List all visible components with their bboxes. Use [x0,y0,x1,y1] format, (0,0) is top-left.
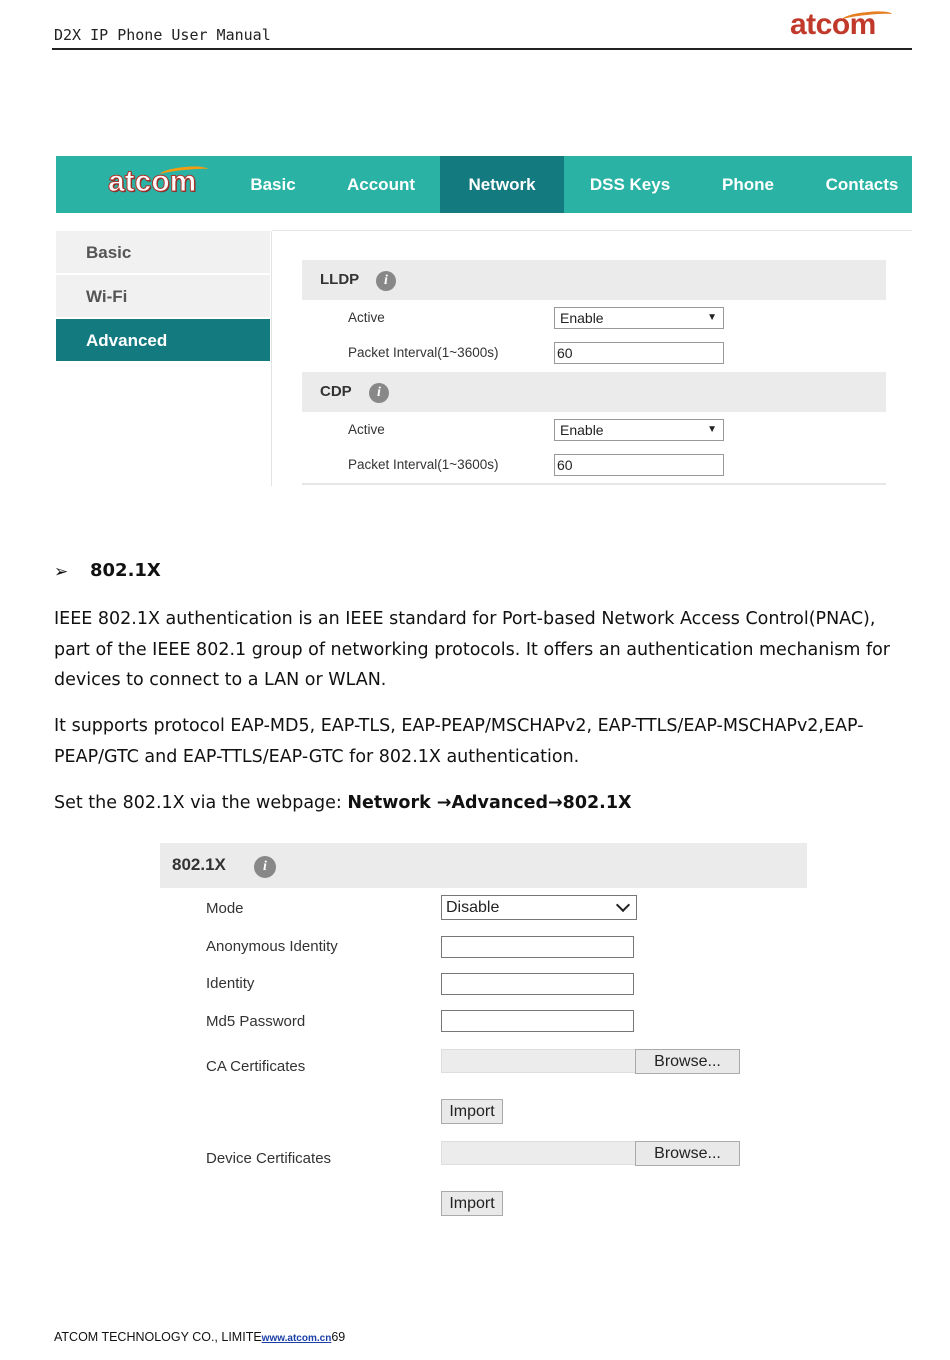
ca-certificates-label: CA Certificates [206,1058,306,1075]
dropdown-arrow-icon: ▼ [707,312,717,323]
cdp-title: CDP [320,383,352,400]
footer-company: ATCOM TECHNOLOGY CO., LIMITE [54,1330,262,1344]
lldp-interval-label: Packet Interval(1~3600s) [348,345,499,360]
ca-browse-button[interactable]: Browse... [635,1049,740,1074]
footer-link[interactable]: www.atcom.cn [261,1333,332,1344]
paragraph-intro: IEEE 802.1X authentication is an IEEE standard for Port-based Network Access Control(PNAC), part of the IEEE 802.1 group of networking protocols. It offers an authentication mechanism for devices to connect to a LAN or WLAN. [54,609,891,690]
tab-account[interactable]: Account [347,175,415,194]
anonymous-identity-input[interactable] [441,936,634,958]
page-number: 69 [331,1330,346,1344]
lldp-interval-input[interactable]: 60 [554,342,724,364]
lldp-active-label: Active [348,310,385,325]
top-nav [56,156,912,213]
page-footer [54,1330,345,1344]
mode-select[interactable] [441,895,637,920]
info-icon[interactable]: i [254,856,276,878]
lldp-active-select[interactable] [554,307,724,329]
tab-contacts[interactable]: Contacts [825,175,899,194]
tab-dss-keys[interactable]: DSS Keys [589,175,671,194]
sidebar-item-advanced[interactable]: Advanced [56,319,270,362]
nav-logo: atcom [108,165,197,198]
header-rule [52,48,912,50]
device-certificates-label: Device Certificates [206,1150,332,1167]
info-icon[interactable]: i [376,271,396,291]
atcom-logo: atcom [790,8,876,41]
navigation-prefix: Set the 802.1X via the webpage: [54,793,348,813]
paragraph-protocols: It supports protocol EAP-MD5, EAP-TLS, EAP-PEAP/MSCHAPv2, EAP-TTLS/EAP-MSCHAPv2,EAP-PEAP/GTC and EAP-TTLS/EAP-GTC for 802.1X authentication. [54,716,864,767]
manual-title: D2X IP Phone User Manual [54,26,271,44]
cdp-interval-label: Packet Interval(1~3600s) [348,457,499,472]
device-certificate-file-field[interactable] [441,1141,636,1165]
md5-password-label: Md5 Password [206,1013,306,1030]
section-heading: 802.1X [90,560,161,581]
chevron-down-icon [616,898,630,912]
sidebar-item-wifi[interactable]: Wi-Fi [56,275,270,318]
paragraph-navigation [54,788,914,819]
device-import-button[interactable]: Import [441,1191,503,1216]
ca-import-button[interactable]: Import [441,1099,503,1124]
content-bottom-divider [302,483,886,485]
mode-label: Mode [206,900,244,917]
dropdown-arrow-icon: ▼ [707,424,717,435]
anonymous-identity-label: Anonymous Identity [206,938,338,955]
lldp-active-value: Enable [560,310,604,326]
8021x-title: 802.1X [172,855,226,874]
content-top-divider [272,230,912,231]
navigation-path: Network →Advanced→802.1X [347,793,632,813]
mode-value: Disable [446,899,500,916]
cdp-active-value: Enable [560,422,604,438]
side-menu [56,231,272,486]
tab-basic[interactable]: Basic [250,175,296,194]
md5-password-input[interactable] [441,1010,634,1032]
cdp-active-select[interactable] [554,419,724,441]
identity-input[interactable] [441,973,634,995]
8021x-section-header [160,843,807,888]
lldp-title: LLDP [320,271,360,288]
ca-certificate-file-field[interactable] [441,1049,636,1073]
cdp-interval-input[interactable]: 60 [554,454,724,476]
identity-label: Identity [206,975,255,992]
device-browse-button[interactable]: Browse... [635,1141,740,1166]
cdp-active-label: Active [348,422,385,437]
lldp-section-header [302,260,886,300]
webui-8021x [160,843,810,1223]
webui-network-advanced [56,156,912,486]
info-icon[interactable]: i [369,383,389,403]
bullet-arrow-icon: ➢ [54,562,69,582]
tab-phone[interactable]: Phone [722,175,774,194]
sidebar-item-basic[interactable]: Basic [56,231,270,274]
cdp-section-header [302,372,886,412]
tab-network[interactable]: Network [440,156,564,213]
